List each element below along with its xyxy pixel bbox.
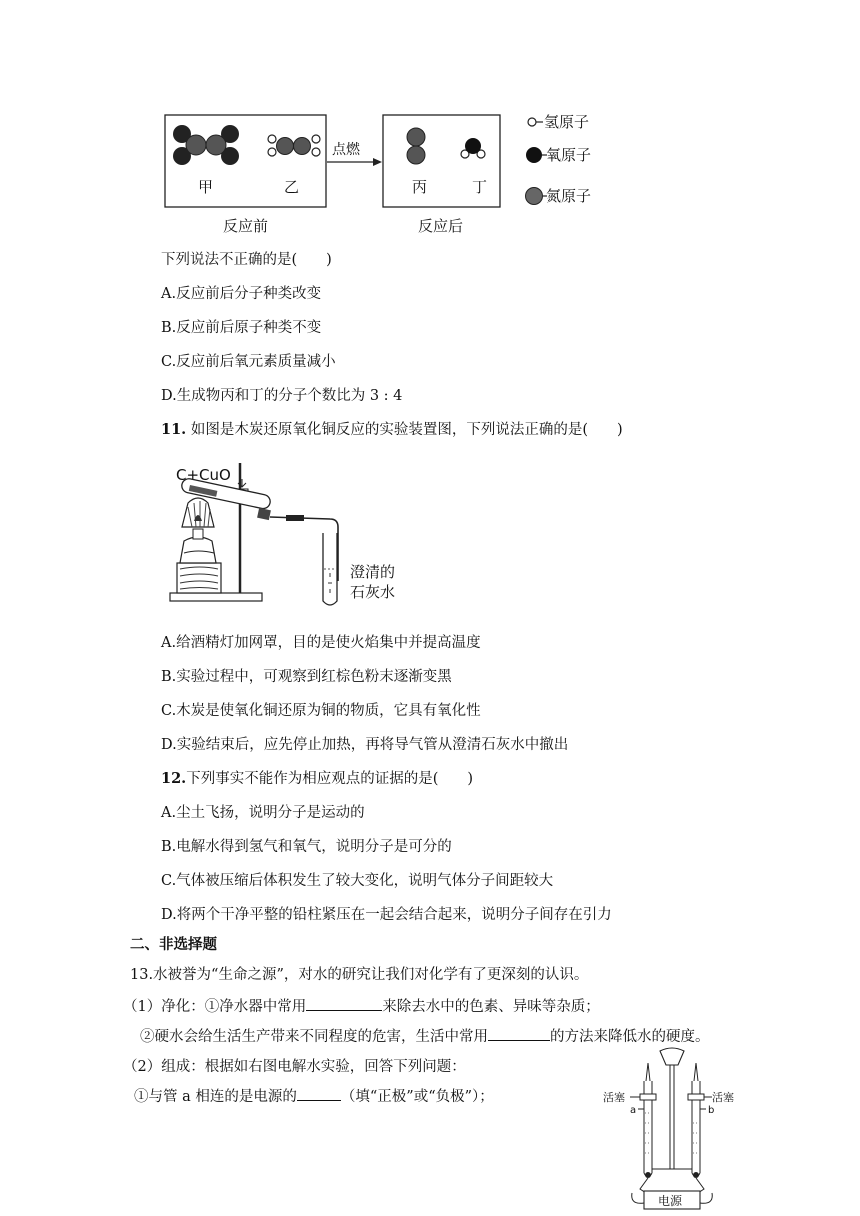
molecule-jia <box>173 125 239 165</box>
q12-option-d[interactable]: D.将两个干净平整的铅柱紧压在一起会结合起来，说明分子间存在引力 <box>161 907 612 923</box>
q11-option-d[interactable]: D.实验结束后，应先停止加热，再将导气管从澄清石灰水中撤出 <box>161 737 569 753</box>
q13-part1-a <box>123 995 600 1016</box>
legend-oxygen <box>526 146 591 164</box>
q11-option-c[interactable]: C.木炭是使氧化铜还原为铜的物质，它具有氧化性 <box>161 703 481 719</box>
q11-stem <box>161 418 623 439</box>
q10-option-a[interactable]: A.反应前后分子种类改变 <box>161 286 322 302</box>
label-yi: 乙 <box>284 178 300 196</box>
label-ding: 丁 <box>472 178 488 196</box>
power-label: 电源 <box>658 1194 683 1208</box>
molecule-ding <box>461 138 485 158</box>
tube-b-label: b <box>708 1105 715 1116</box>
q13-part2: （2）组成：根据如右图电解水实验，回答下列问题： <box>123 1059 466 1075</box>
q12-option-c[interactable]: C.气体被压缩后体积发生了较大变化，说明气体分子间距较大 <box>161 873 554 889</box>
tube-a-label: a <box>630 1105 637 1116</box>
q13-part2-a <box>134 1085 494 1106</box>
q13-blank-3[interactable] <box>297 1086 341 1101</box>
q13-blank-2[interactable] <box>488 1026 550 1041</box>
valve-right-label: 活塞 <box>712 1091 734 1104</box>
q11-option-b[interactable]: B.实验过程中，可观察到红棕色粉末逐渐变黑 <box>161 669 452 685</box>
after-caption: 反应后 <box>418 217 464 235</box>
electrolysis-apparatus-figure <box>600 1043 760 1213</box>
legend-nitrogen-label: 氮原子 <box>546 187 592 205</box>
q11-option-a[interactable]: A.给酒精灯加网罩，目的是使火焰集中并提高温度 <box>161 635 481 651</box>
q13-blank-1[interactable] <box>306 996 382 1011</box>
arrow-head <box>373 158 382 166</box>
q10-stem: 下列说法不正确的是( ) <box>161 252 332 268</box>
label-jia: 甲 <box>198 178 214 196</box>
tube-label-line1: 澄清的 <box>350 563 396 581</box>
q10-option-c[interactable]: C.反应前后氧元素质量减小 <box>161 354 336 370</box>
before-caption: 反应前 <box>223 217 269 235</box>
q11-stem-text: 如图是木炭还原氧化铜反应的实验装置图，下列说法正确的是( ) <box>186 422 623 438</box>
tube-label-line2: 石灰水 <box>350 583 396 601</box>
q12-option-a[interactable]: A.尘土飞扬，说明分子是运动的 <box>161 805 365 821</box>
valve-left-label: 活塞 <box>603 1091 625 1104</box>
q13-part2-a-pre: ①与管 a 相连的是电源的 <box>134 1089 297 1105</box>
section-heading: 二、非选择题 <box>130 936 217 953</box>
q12-option-b[interactable]: B.电解水得到氢气和氧气，说明分子是可分的 <box>161 839 452 855</box>
q13-part1-b-pre: ②硬水会给生活生产带来不同程度的危害，生活中常用 <box>140 1029 488 1045</box>
q12-stem-text: 下列事实不能作为相应观点的证据的是( ) <box>186 771 474 787</box>
q10-option-d[interactable]: D.生成物丙和丁的分子个数比为 3 : 4 <box>161 388 403 404</box>
legend-nitrogen <box>526 187 592 205</box>
reaction-diagram <box>150 100 620 245</box>
legend-hydrogen <box>528 113 589 131</box>
q12-number: 12. <box>161 770 187 787</box>
q13-part1-a-pre: （1）净化：①净水器中常用 <box>123 999 307 1015</box>
q13-part2-a-post: （填“正极”或“负极”）； <box>340 1089 494 1105</box>
q13-part1-a-post: 来除去水中的色素、异味等杂质； <box>382 999 600 1015</box>
arrow-label: 点燃 <box>332 142 360 158</box>
legend-oxygen-label: 氧原子 <box>546 146 592 164</box>
q12-stem <box>161 767 473 788</box>
q13-part1-b-post: 的方法来降低水的硬度。 <box>550 1029 710 1045</box>
label-bing: 丙 <box>412 178 428 196</box>
reduction-apparatus-figure <box>160 455 420 615</box>
molecule-yi <box>268 135 320 156</box>
q10-option-b[interactable]: B.反应前后原子种类不变 <box>161 320 322 336</box>
q13-intro: 13.水被誉为“生命之源”，对水的研究让我们对化学有了更深刻的认识。 <box>130 967 589 983</box>
legend-hydrogen-label: 氢原子 <box>544 113 590 131</box>
reagent-label: C+CuO <box>176 466 231 484</box>
q11-number: 11. <box>161 421 187 438</box>
molecule-bing <box>407 128 425 164</box>
